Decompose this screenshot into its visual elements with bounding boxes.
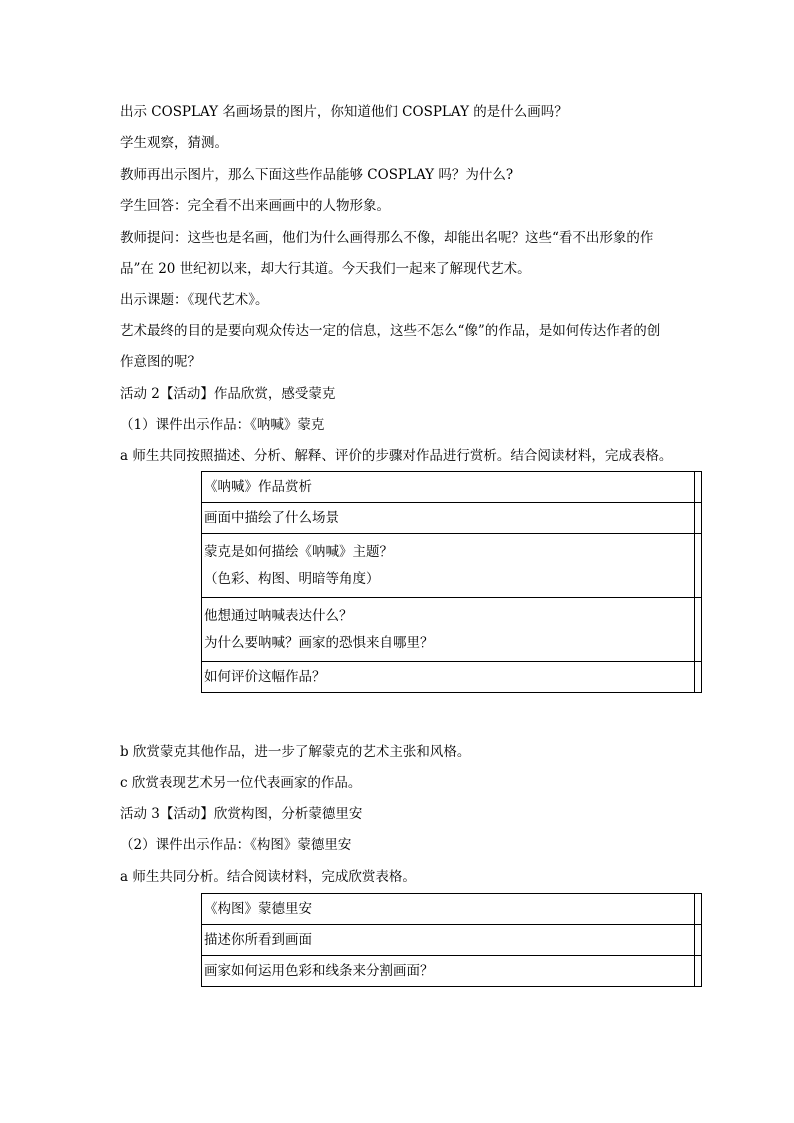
cell-line: 蒙克是如何描绘《呐喊》主题？	[204, 544, 393, 560]
paragraph: 教师再出示图片，那么下面这些作品能够 COSPLAY 吗？为什么?	[120, 167, 514, 183]
table-cell: 《呐喊》作品赏析	[202, 472, 695, 503]
paragraph: （1）课件出示作品：《呐喊》蒙克	[120, 417, 325, 433]
table-row	[202, 956, 702, 987]
table-cell-empty	[695, 503, 702, 534]
paragraph: 艺术最终的目的是要向观众传达一定的信息，这些不怎么“像”的作品，是如何传达作者的创	[120, 323, 661, 339]
table-row	[202, 894, 702, 925]
paragraph: 教师提问：这些也是名画，他们为什么画得那么不像，却能出名呢？这些“看不出形象的作	[120, 230, 654, 246]
activity-heading: 活动 2【活动】作品欣赏，感受蒙克	[120, 386, 336, 402]
paragraph: a 师生共同按照描述、分析、解释、评价的步骤对作品进行赏析。结合阅读材料，完成表格。	[120, 448, 673, 464]
paragraph: （2）课件出示作品：《构图》蒙德里安	[120, 837, 352, 853]
table-cell: 描述你所看到画面	[202, 925, 695, 956]
table-cell-empty	[695, 925, 702, 956]
table-row	[202, 598, 702, 662]
table-cell: 画家如何运用色彩和线条来分割画面？	[202, 956, 695, 987]
activity-heading: 活动 3【活动】欣赏构图，分析蒙德里安	[120, 806, 363, 822]
paragraph: 学生回答：完全看不出来画画中的人物形象。	[120, 198, 390, 214]
composition-analysis-table	[201, 893, 702, 987]
table-cell	[202, 598, 695, 662]
table-row	[202, 503, 702, 534]
paragraph: a 师生共同分析。结合阅读材料，完成欣赏表格。	[120, 869, 416, 885]
table-cell: 《构图》蒙德里安	[202, 894, 695, 925]
paragraph: 出示课题：《现代艺术》。	[120, 292, 269, 308]
table-cell: 如何评价这幅作品？	[202, 662, 695, 693]
scream-analysis-table	[201, 471, 702, 693]
paragraph: b 欣赏蒙克其他作品，进一步了解蒙克的艺术主张和风格。	[120, 744, 471, 760]
cell-line: 为什么要呐喊？画家的恐惧来自哪里？	[204, 635, 434, 651]
table-cell	[202, 534, 695, 598]
cell-line: （色彩、构图、明暗等角度）	[204, 571, 380, 587]
table-row	[202, 662, 702, 693]
paragraph: c 欣赏表现艺术另一位代表画家的作品。	[120, 775, 362, 791]
table-row	[202, 534, 702, 598]
table-cell-empty	[695, 894, 702, 925]
table-cell-empty	[695, 534, 702, 598]
table-row	[202, 472, 702, 503]
paragraph: 品”在 20 世纪初以来，却大行其道。今天我们一起来了解现代艺术。	[120, 261, 531, 277]
table-cell-empty	[695, 472, 702, 503]
paragraph: 作意图的呢？	[120, 354, 201, 370]
table-cell-empty	[695, 956, 702, 987]
paragraph: 学生观察，猜测。	[120, 135, 228, 151]
table-cell-empty	[695, 662, 702, 693]
cell-line: 他想通过呐喊表达什么？	[204, 608, 353, 624]
paragraph: 出示 COSPLAY 名画场景的图片，你知道他们 COSPLAY 的是什么画吗？	[120, 104, 568, 120]
table-cell-empty	[695, 598, 702, 662]
table-cell: 画面中描绘了什么场景	[202, 503, 695, 534]
table-row	[202, 925, 702, 956]
